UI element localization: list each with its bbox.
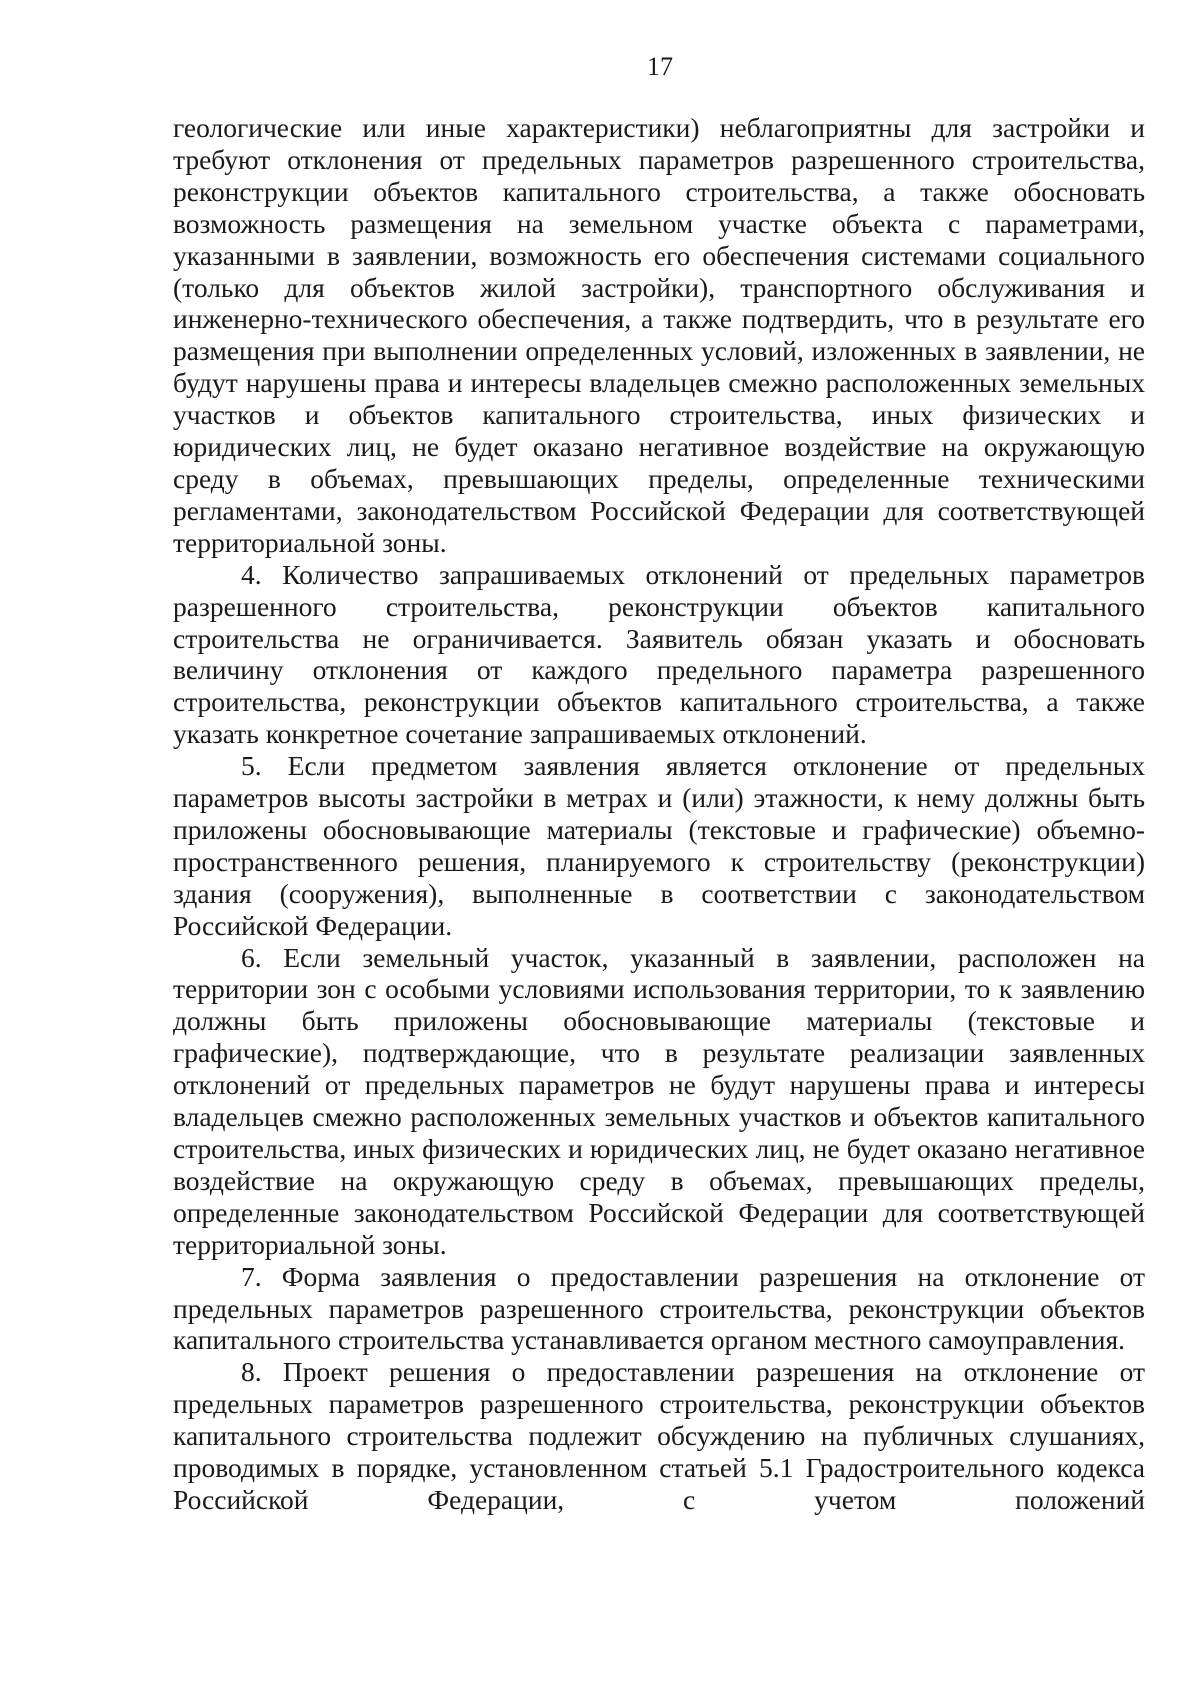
paragraph-item-4: 4. Количество запрашиваемых отклонений от предельных параметров разрешенного строительства, реконструкции объектов капитального строительства не ограничивается. Заявитель обязан указать и обосновать величину отклонения от каждого предельного параметра разрешенного строительства, реконструкции объектов капитального строительства, а также указать конкретное сочетание запрашиваемых отклонений.: [173, 558, 1145, 750]
paragraph-item-8: 8. Проект решения о предоставлении разрешения на отклонение от предельных параметров разрешенного строительства, реконструкции объектов капитального строительства подлежит обсуждению на публичных слушаниях, проводимых в порядке, установленном статьей 5.1 Градостроительного кодекса Российской Федерации, с учетом положений: [173, 1356, 1145, 1515]
paragraph-continuation: геологические или иные характеристики) неблагоприятны для застройки и требуют отклонения от предельных параметров разрешенного строительства, реконструкции объектов капитального строительства, а также обосновать возможность размещения на земельном участке объекта с параметрами, указанными в заявлении, возможность его обеспечения системами социального (только для объектов жилой застройки), транспортного обслуживания и инженерно-технического обеспечения, а также подтвердить, что в результате его размещения при выполнении определенных условий, изложенных в заявлении, не будут нарушены права и интересы владельцев смежно расположенных земельных участков и объектов капитального строительства, иных физических и юридических лиц, не будет оказано негативное воздействие на окружающую среду в объемах, превышающих пределы, определенные техническими регламентами, законодательством Российской Федерации для соответствующей территориальной зоны.: [173, 112, 1145, 558]
paragraph-item-7: 7. Форма заявления о предоставлении разрешения на отклонение от предельных параметров разрешенного строительства, реконструкции объектов капитального строительства устанавливается органом местного самоуправления.: [173, 1260, 1145, 1356]
paragraph-item-5: 5. Если предметом заявления является отклонение от предельных параметров высоты застройки в метрах и (или) этажности, к нему должны быть приложены обосновывающие материалы (текстовые и графические) объемно-пространственного решения, планируемого к строительству (реконструкции) здания (сооружения), выполненные в соответствии с законодательством Российской Федерации.: [173, 750, 1145, 941]
paragraph-item-6: 6. Если земельный участок, указанный в заявлении, расположен на территории зон с особыми условиями использования территории, то к заявлению должны быть приложены обосновывающие материалы (текстовые и графические), подтверждающие, что в результате реализации заявленных отклонений от предельных параметров не будут нарушены права и интересы владельцев смежно расположенных земельных участков и объектов капитального строительства, иных физических и юридических лиц, не будет оказано негативное воздействие на окружающую среду в объемах, превышающих пределы, определенные законодательством Российской Федерации для соответствующей территориальной зоны.: [173, 941, 1145, 1260]
page-number: 17: [647, 52, 673, 81]
document-body: [173, 112, 1145, 1516]
